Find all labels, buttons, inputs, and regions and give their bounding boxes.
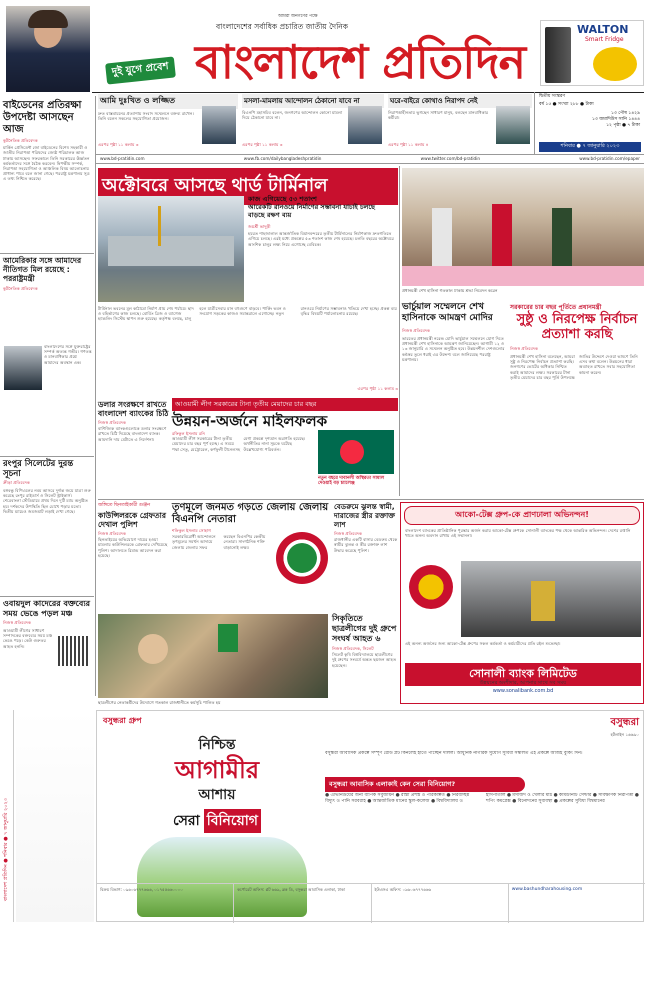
teaser-1[interactable]: আমি দুঃখিত ও লজ্জিত দ্রুত বাস্তবায়নের প্রত্যাশায় সংবাদ সম্মেলনে বক্তব্য রাখেন। তিনি বলেন সকলের সহযোগিতা প্রয়োজন। এরপর পৃষ্ঠা ১১ কলাম ৩	[98, 94, 238, 150]
tagline-top: আমরা জনগণের পক্ষে	[278, 14, 318, 19]
portrait-photo	[6, 6, 90, 92]
clash-story[interactable]: সিকৃতিতে ছাত্রলীগের দুই গ্রুপে সংঘর্ষ আহত ৬ নিজস্ব প্রতিবেদক, সিলেট সিলেট কৃষি বিশ্ববিদ্যালয়ে ছাত্রলীগের দুই গ্রুপের সংঘর্ষে অন্তত ছয়জন আহত হয়েছেন।	[332, 614, 397, 668]
date-hijri: ১৩ জমাদিউস সানি ১৪৪৪	[591, 117, 640, 122]
stage-collapse-byline: নিজস্ব প্রতিবেদক	[3, 620, 31, 625]
right-top: প্রধানমন্ত্রী শেখ হাসিনা গতকাল ঢাকায় শ্রদ্ধা নিবেদন করেন ভার্চুয়াল সম্মেলনে শেখ হাসিনাকে আমন্ত্রণ মোদির নিজস্ব প্রতিবেদক ভারতের প্রধানমন্ত্রী নরেন্দ্র মোদি ভার্চুয়াল সম্মেলনে যোগ দিতে প্রধানমন্ত্রী শেখ হাসিনাকে আমন্ত্রণ জানিয়েছেন। আগামী ১২ ও ১৩ জানুয়ারি এ সম্মেলন অনুষ্ঠিত হবে। উন্নয়নশীল দেশগুলোর কণ্ঠস্বর তুলে ধরাই এর উদ্দেশ্য বলে জানিয়েছে পররাষ্ট্র মন্ত্রণালয়। সরকারের চার বছর পূর্তিতে প্রধানমন্ত্রী সুষ্ঠু ও নিরপেক্ষ নির্বাচন প্রত্যাশা করছি নিজস্ব প্রতিবেদক প্রধানমন্ত্রী শেখ হাসিনা বলেছেন, আমরা সুষ্ঠু ও নিরপেক্ষ নির্বাচন প্রত্যাশা করছি। জনগণের ভোটের অধিকার নিশ্চিত করাই আমাদের লক্ষ্য। সরকারের টানা তৃতীয় মেয়াদের চার বছর পূর্তি উপলক্ষে জাতির উদ্দেশে দেওয়া ভাষণে তিনি এসব কথা বলেন। উন্নয়নের ধারা অব্যাহত রাখতে সবার সহযোগিতা কামনা করেন।	[402, 168, 644, 498]
us-policy-byline: কূটনৈতিক প্রতিবেদক	[3, 286, 38, 292]
side-strip-text: বাংলাদেশ প্রতিদিন ● শনিবার ● ৭ জানুয়ারি ২০২৩	[3, 797, 9, 901]
slogan-line-3: আশায়	[198, 787, 236, 803]
slogan-line-5: বিনিয়োগ	[204, 809, 261, 833]
walton-brand: WALTON	[577, 23, 629, 36]
newspaper-title: বাংলাদেশ প্রতিদিন	[195, 35, 526, 89]
url-facebook[interactable]: www.fb.com/dailybangladeshpratidin	[243, 156, 322, 162]
tagline: বাংলাদেশের সর্বাধিক প্রচারিত জাতীয় দৈনিক	[216, 22, 348, 31]
biden-advisor-byline: কূটনৈতিক প্রতিবেদক	[3, 138, 38, 143]
dollar-story[interactable]: ডলার সংরক্ষণে রাখতে বাংলাদেশ ব্যাংকের চিঠি নিজস্ব প্রতিবেদক বাণিজ্যিক ব্যাংকগুলোকে ডলার সংরক্ষণে রাখতে চিঠি দিয়েছে বাংলাদেশ ব্যাংক। আমদানি দায় মেটাতে এ নির্দেশনা।	[98, 400, 169, 442]
crowd-caption: ছাত্রলীগের নেতাকর্মীদের উদ্যোগে গতকাল রাজধানীতে কর্মসূচি পালিত হয়	[98, 700, 221, 705]
dollar-headline: ডলার সংরক্ষণে রাখতে বাংলাদেশ ব্যাংকের চিঠি	[98, 400, 169, 418]
bashundhara-web[interactable]: www.bashundharahousing.com	[511, 887, 583, 892]
side-strip	[0, 710, 14, 922]
development-byline: রফিকুল ইসলাম রনি	[172, 431, 205, 436]
issue-label: বর্ষ ১৫ ● সংখ্যা ২৮৮ ● টাকা	[539, 102, 594, 107]
pm-election-headline[interactable]: সুষ্ঠু ও নিরপেক্ষ নির্বাচন প্রত্যাশা করছি	[516, 312, 638, 342]
biden-advisor-headline[interactable]: বাইডেনের প্রতিরক্ষা উপদেষ্টা আসছেন আজ	[3, 100, 82, 135]
modi-invite-byline: নিজস্ব প্রতিবেদক	[402, 328, 430, 333]
url-bar	[96, 154, 644, 164]
bedroom-byline: নিজস্ব প্রতিবেদক	[334, 531, 362, 536]
qr-code[interactable]	[58, 636, 88, 666]
slogan-line-4: সেরা	[173, 813, 200, 829]
clash-headline: সিকৃতিতে ছাত্রলীগের দুই গ্রুপে সংঘর্ষ আহত ৬	[332, 614, 397, 643]
bedroom-headline: বেডরুমে ঝুলন্ত স্বামী, দারাজের স্ত্রীর রক্তাক্ত লাশ	[334, 502, 396, 529]
pm-photo-caption: প্রধানমন্ত্রী শেখ হাসিনা গতকাল ঢাকায় শ্রদ্ধা নিবেদন করেন	[402, 288, 498, 293]
bnp-byline: শফিকুল ইসলাম সোহাগ	[172, 528, 211, 533]
lead-headline: অক্টোবরে আসছে থার্ড টার্মিনাল	[98, 168, 398, 205]
development-headline: উন্নয়ন-অর্জনে মাইলফলক	[172, 412, 328, 430]
anniversary-badge: দুই যুগে প্রবেশ	[105, 56, 176, 84]
lead-kicker-2: আরেকটি রানওয়ে নির্মাণের সম্ভাবনা যাচাই চলছে	[248, 203, 375, 211]
masthead	[0, 0, 650, 92]
stage-collapse-headline[interactable]: ওবায়দুল কাদেরের বক্তব্যের সময় ভেঙে পড়ল মঞ্চ	[0, 596, 94, 621]
url-epaper[interactable]: www.bd-pratidin.com/epaper	[579, 156, 640, 162]
teaser-1-ref: এরপর পৃষ্ঠা ১১ কলাম ৩	[98, 142, 139, 147]
councillor-story[interactable]: জঙ্গিতে ছিনতাইকারী গুঞ্জন কাউন্সিলরকে গ্রেফতার দেখাল পুলিশ নিজস্ব প্রতিবেদক ছিনতাইয়ের অভিযোগে দায়ের হওয়া মামলায় কাউন্সিলরকে গ্রেফতার দেখিয়েছে পুলিশ। আদালতে রিমান্ড আবেদন করা হয়েছে।	[98, 503, 168, 558]
walton-product: Smart Fridge	[585, 36, 624, 43]
clash-byline: নিজস্ব প্রতিবেদক, সিলেট	[332, 646, 374, 651]
teaser-1-photo	[202, 106, 236, 144]
teaser-3-photo	[496, 106, 530, 144]
edition-label: দ্বিতীয় সংস্করণ	[539, 94, 566, 99]
foreign-minister-photo	[4, 346, 42, 390]
sonali-logo	[409, 565, 453, 609]
lead-kicker-3: বাড়ছে রক্ষণ ব্যয়	[248, 211, 292, 219]
bashundhara-group: বসুন্ধরা গ্রুপ	[103, 716, 142, 725]
slogan-line-2: আগামীর	[174, 756, 260, 784]
teaser-2-title: মসলা-মামলায় আন্দোলন ঠেকানো যাবে না	[242, 94, 384, 108]
sonali-bank-ad[interactable]: আকো-টেক্স গ্রুপ-কে প্রাণঢালা অভিনন্দন! বাংলাদেশ ব্যাংকের প্রাতিষ্ঠানিক পুরস্কার অর্জন করায় আকো-টেক্স গ্রুপকে সোনালী ব্যাংকের পক্ষ থেকে আন্তরিক অভিনন্দন। দেশের রপ্তানি খাতে অনন্য অবদান রাখায় এই সম্মাননা। এই অনন্য অর্জনের জন্য আকো-টেক্স গ্রুপের সকল কর্মকর্তা ও কর্মচারীদের প্রতি রইল শুভেচ্ছা। সোনালী ব্যাংক লিমিটেড উন্নয়নের অংশীদার, আপনার সাথে সব সময় www.sonalibank.com.bd	[400, 502, 644, 704]
us-policy-headline[interactable]: আমেরিকার সঙ্গে আমাদের নীতিগত মিল রয়েছে : পররাষ্ট্রমন্ত্রী	[0, 253, 94, 285]
issue-info	[534, 92, 644, 154]
bedroom-story[interactable]: বেডরুমে ঝুলন্ত স্বামী, দারাজের স্ত্রীর রক্তাক্ত লাশ নিজস্ব প্রতিবেদক রাজধানীর একটি বাসার বেডরুম থেকে স্বামীর ঝুলন্ত ও স্ত্রীর রক্তাক্ত লাশ উদ্ধার করেছে পুলিশ।	[334, 502, 398, 553]
sonali-bank-sub: উন্নয়নের অংশীদার, আপনার সাথে সব সময়	[479, 680, 567, 686]
development-story[interactable]: আওয়ামী লীগ সরকারের টানা তৃতীয় মেয়াদের চার বছর উন্নয়ন-অর্জনে মাইলফলক রফিকুল ইসলাম রনি আওয়ামী লীগ সরকারের টানা তৃতীয় মেয়াদের চার বছর পূর্ণ হচ্ছে। এ সময়ে পদ্মা সেতু, মেট্রোরেল, কর্ণফুলী টানেলসহ মেগা প্রকল্পে দৃশ্যমান অগ্রগতি হয়েছে। অর্থনীতির নানা সূচকে ঘটেছে উল্লেখযোগ্য পরিবর্তন। নতুন বছরে দাবানলী অস্থিরতা সামাল দেওয়াই বড় চ্যালেঞ্জ	[172, 398, 398, 498]
bnp-logo	[276, 532, 328, 584]
walton-ad[interactable]	[540, 20, 644, 86]
bd-flag	[318, 430, 394, 474]
ad-contact-strip: বিক্রয় বিভাগ: ০৯৬০৬৭৭৭৬৬৬, ০১৭৫৫৬৬০০০০ কর্পোরেট অফিস: প্লট ৬৬৯, ব্লক ডি, বসুন্ধরা আবাসিক এলাকা, ঢাকা ইউএসএ অফিস: ০৯৬০৬৭৭৭৬৬৬ www.bashundharahousing.com	[97, 883, 645, 923]
bashundhara-ad[interactable]: বসুন্ধরা গ্রুপ নিশ্চিন্ত আগামীর আশায় সেরা বিনিয়োগ বসুন্ধরা হটলাইন ১৬৬৯০ বসুন্ধরা আবাসিক প্রকল্পে সম্পূর্ণ রেডি প্লট কিনলেই হাতে পাচ্ছেন দলিল। আধুনিক নাগরিক সুযোগ সুবিধা সম্বলিত এই প্রকল্পে আজই বুকিং দিন। বসুন্ধরা আবাসিক এলাকাই কেন সেরা বিনিয়োগ? ● এভিনিউয়ের জন্য ব্যাপক সবুজায়ন ● রাস্তা প্রশস্ত ও পরিকল্পিত ● নিরবচ্ছিন্ন বিদ্যুৎ ও পানি সরবরাহ ● আন্তর্জাতিক মানের স্কুল-কলেজ ● বিশ্ববিদ্যালয় ও হাসপাতাল ● মসজিদ ও খেলার মাঠ ● কমিউনিটি সেন্টার ● সার্বক্ষণিক নিরাপত্তা ● শপিং কমপ্লেক্স ● বিনোদনের সুব্যবস্থা ● প্রকল্পের সুবিধা বিশ্বমানের বিক্রয় বিভাগ: ০৯৬০৬৭৭৭৬৬৬, ০১৭৫৫৬৬০০০০ কর্পোরেট অফিস: প্লট ৬৬৯, ব্লক ডি, বসুন্ধরা আবাসিক এলাকা, ঢাকা ইউএসএ অফিস: ০৯৬০৬৭৭৭৬৬৬ www.bashundharahousing.com	[96, 710, 644, 922]
side-ad-box	[16, 710, 94, 922]
councillor-headline: কাউন্সিলরকে গ্রেফতার দেখাল পুলিশ	[98, 511, 166, 529]
teaser-3-ref: এরপর পৃষ্ঠা ১১ কলাম ৪	[388, 142, 429, 147]
teaser-2-ref: এরপর পৃষ্ঠা ১১ কলাম ৩	[242, 142, 283, 147]
lead-continued: এরপর পৃষ্ঠা ১১ কলাম ৩	[357, 386, 398, 391]
lead-byline: জয়শ্রী ভাদুড়ী	[248, 224, 271, 229]
teaser-2-photo	[348, 106, 382, 144]
teaser-2[interactable]: মসলা-মামলায় আন্দোলন ঠেকানো যাবে না বিএনপি মহাসচিব বলেন, জনগণের আন্দোলন কোনো মামলা দিয়ে ঠেকানো যাবে না। এরপর পৃষ্ঠা ১১ কলাম ৩	[242, 94, 384, 150]
councillor-byline: নিজস্ব প্রতিবেদক	[98, 531, 126, 536]
lead-kicker-1: কাজ এগিয়েছে ৫৩ শতাংশ	[248, 195, 317, 203]
lead-kickers: কাজ এগিয়েছে ৫৩ শতাংশ আরেকটি রানওয়ে নির্মাণের সম্ভাবনা যাচাই চলছে বাড়ছে রক্ষণ ব্যয় জয়শ্রী ভাদুড়ী হযরত শাহজালাল আন্তর্জাতিক বিমানবন্দরের তৃতীয় টার্মিনালের নির্মাণকাজ দ্রুতগতিতে এগিয়ে চলছে। এরই মধ্যে প্রকল্পের ৫৩ শতাংশ কাজ শেষ হয়েছে। চলতি বছরের অক্টোবরে আংশিক চালুর লক্ষ্য নিয়ে এগোচ্ছে বেবিচক।	[248, 196, 398, 293]
sonali-banner: আকো-টেক্স গ্রুপ-কে প্রাণঢালা অভিনন্দন!	[404, 506, 640, 525]
dollar-byline: নিজস্ব প্রতিবেদক	[98, 420, 126, 425]
teaser-3-title: ঘরে-বাইরে কোথাও নিরাপদ নেই	[388, 94, 532, 108]
modi-invite-headline[interactable]: ভার্চুয়াল সম্মেলনে শেখ হাসিনাকে আমন্ত্রণ মোদির	[402, 302, 493, 323]
sonali-bank-url[interactable]: www.sonalibank.com.bd	[492, 688, 554, 694]
bnp-headline: তৃণমূলে জনমত গড়তে জেলায় জেলায় বিএনপি নেতারা	[172, 502, 329, 525]
flag-caption: নতুন বছরে দাবানলী অস্থিরতা সামাল দেওয়াই বড় চ্যালেঞ্জ	[318, 476, 385, 487]
url-website[interactable]: www.bd-pratidin.com	[100, 156, 145, 162]
page-price: ১২ পৃষ্ঠা ● ৭ টাকা	[606, 123, 640, 128]
pm-tribute-photo	[402, 168, 644, 286]
development-kicker: আওয়ামী লীগ সরকারের টানা তৃতীয় মেয়াদের চার বছর	[172, 398, 398, 411]
bashundhara-logo-block	[547, 715, 639, 737]
teaser-1-title: আমি দুঃখিত ও লজ্জিত	[98, 94, 238, 109]
councillor-kicker: জঙ্গিতে ছিনতাইকারী গুঞ্জন	[98, 503, 151, 508]
pm-election-byline: নিজস্ব প্রতিবেদক	[510, 346, 538, 351]
date-bangla: ১৩ পৌষ ১৪২৯	[610, 111, 640, 116]
url-twitter[interactable]: www.twitter.com/bd-pratidin	[420, 156, 481, 162]
date-day: শনিবার ● ৭ জানুয়ারি ২০২৩	[539, 142, 641, 152]
crowd-photo	[98, 614, 328, 698]
award-photo	[461, 561, 641, 637]
pm-election-kicker: সরকারের চার বছর পূর্তিতে প্রধানমন্ত্রী	[510, 304, 602, 311]
slogan-line-1: নিশ্চিন্ত	[198, 737, 236, 753]
ad-question: বসুন্ধরা আবাসিক এলাকাই কেন সেরা বিনিয়োগ?	[325, 777, 525, 792]
rangpur-sylhet-byline: ক্রীড়া প্রতিবেদক	[3, 480, 30, 485]
left-column: বাইডেনের প্রতিরক্ষা উপদেষ্টা আসছেন আজ কূটনৈতিক প্রতিবেদক মার্কিন প্রেসিডেন্ট জো বাইডেনের বিশেষ সহকারী ও জাতীয় নিরাপত্তা পরিষদের জ্যেষ্ঠ পরিচালক আজ ঢাকায় আসছেন। সফরকালে তিনি সরকারের ঊর্ধ্বতন কর্মকর্তাদের সঙ্গে বৈঠক করবেন। দ্বিপক্ষীয় সম্পর্ক, নিরাপত্তা সহযোগিতা ও আঞ্চলিক বিষয় আলোচনায় প্রাধান্য পাবে বলে জানা গেছে। পররাষ্ট্র মন্ত্রণালয় সূত্র এ তথ্য নিশ্চিত করেছে। আমেরিকার সঙ্গে আমাদের নীতিগত মিল রয়েছে : পররাষ্ট্রমন্ত্রী কূটনৈতিক প্রতিবেদক বাংলাদেশের সঙ্গে যুক্তরাষ্ট্রের সম্পর্ক অত্যন্ত গভীর। গণতন্ত্র ও মানবাধিকার প্রশ্নে আমাদের অবস্থান এক। রংপুর সিলেটের দুরন্ত সূচনা ক্রীড়া প্রতিবেদক বঙ্গবন্ধু বিপিএলের নবম আসরে দুর্দান্ত জয়ে যাত্রা শুরু করেছে রংপুর রাইডার্স ও সিলেট স্ট্রাইকার্স। শেরেবাংলা স্টেডিয়ামে প্রথম দিনে দুটি ম্যাচ অনুষ্ঠিত হয়। দর্শকদের উপস্থিতি ছিল চোখে পড়ার মতো। দ্বিতীয় ম্যাচেও জমজমাট লড়াই দেখা গেছে। ওবায়দুল কাদেরের বক্তব্যের সময় ভেঙে পড়ল মঞ্চ নিজস্ব প্রতিবেদক আওয়ামী লীগের সাধারণ সম্পাদকের বক্তব্যের সময় মঞ্চ ভেঙে পড়ে। কেউ গুরুতর আহত হননি।	[0, 96, 94, 696]
rangpur-sylhet-headline[interactable]: রংপুর সিলেটের দুরন্ত সূচনা	[0, 456, 94, 481]
bashundhara-logo: বসুন্ধরা	[610, 717, 639, 728]
lead-story[interactable]: অক্টোবরে আসছে থার্ড টার্মিনাল কাজ এগিয়েছে ৫৩ শতাংশ আরেকটি রানওয়ে নির্মাণের সম্ভাবনা যাচাই চলছে বাড়ছে রক্ষণ ব্যয় জয়শ্রী ভাদুড়ী হযরত শাহজালাল আন্তর্জাতিক বিমানবন্দরের তৃতীয় টার্মিনালের নির্মাণকাজ দ্রুতগতিতে এগিয়ে চলছে। এরই মধ্যে প্রকল্পের ৫৩ শতাংশ কাজ শেষ হয়েছে। চলতি বছরের অক্টোবরে আংশিক চালুর লক্ষ্য নিয়ে এগোচ্ছে বেবিচক। টার্মিনাল ভবনের মূল কাঠামো নির্মাণ প্রায় শেষ পর্যায়ে। ছাদ ও বহির্ভাগের কাজ চলছে। বোর্ডিং ব্রিজ ও ব্যাগেজ হ্যান্ডলিং সিস্টেম স্থাপন শুরু হয়েছে। কর্তৃপক্ষ বলছে, চালু হলে যাত্রীসেবার মান বহুগুণে বাড়বে। পার্কিং ভবন ও সংযোগ সড়কের কাজও সমান্তরালে এগোচ্ছে। নতুন রানওয়ে নির্মাণের সম্ভাবনাও খতিয়ে দেখা হচ্ছে। প্রকল্প ব্যয় বৃদ্ধির বিষয়টি পর্যালোচনায় রয়েছে। এরপর পৃষ্ঠা ১১ কলাম ৩	[98, 168, 398, 396]
sonali-bank-name: সোনালী ব্যাংক লিমিটেড	[405, 663, 641, 686]
teaser-3[interactable]: ঘরে-বাইরে কোথাও নিরাপদ নেই নিরাপত্তাহীনতায় ভুগছেন সাধারণ মানুষ, বলছেন মানবাধিকার কর্মীরা। এরপর পৃষ্ঠা ১১ কলাম ৪	[388, 94, 532, 150]
terminal-photo	[98, 196, 244, 302]
bnp-story[interactable]: তৃণমূলে জনমত গড়তে জেলায় জেলায় বিএনপি নেতারা শফিকুল ইসলাম সোহাগ সরকারবিরোধী আন্দোলনে তৃণমূলের সমর্থন আদায়ে জেলায় জেলায় সফর করছেন বিএনপির কেন্দ্রীয় নেতারা। সাংগঠনিক শক্তি বাড়ানোই লক্ষ্য।	[172, 502, 330, 612]
bashundhara-hotline: হটলাইন ১৬৬৯০	[610, 732, 639, 737]
